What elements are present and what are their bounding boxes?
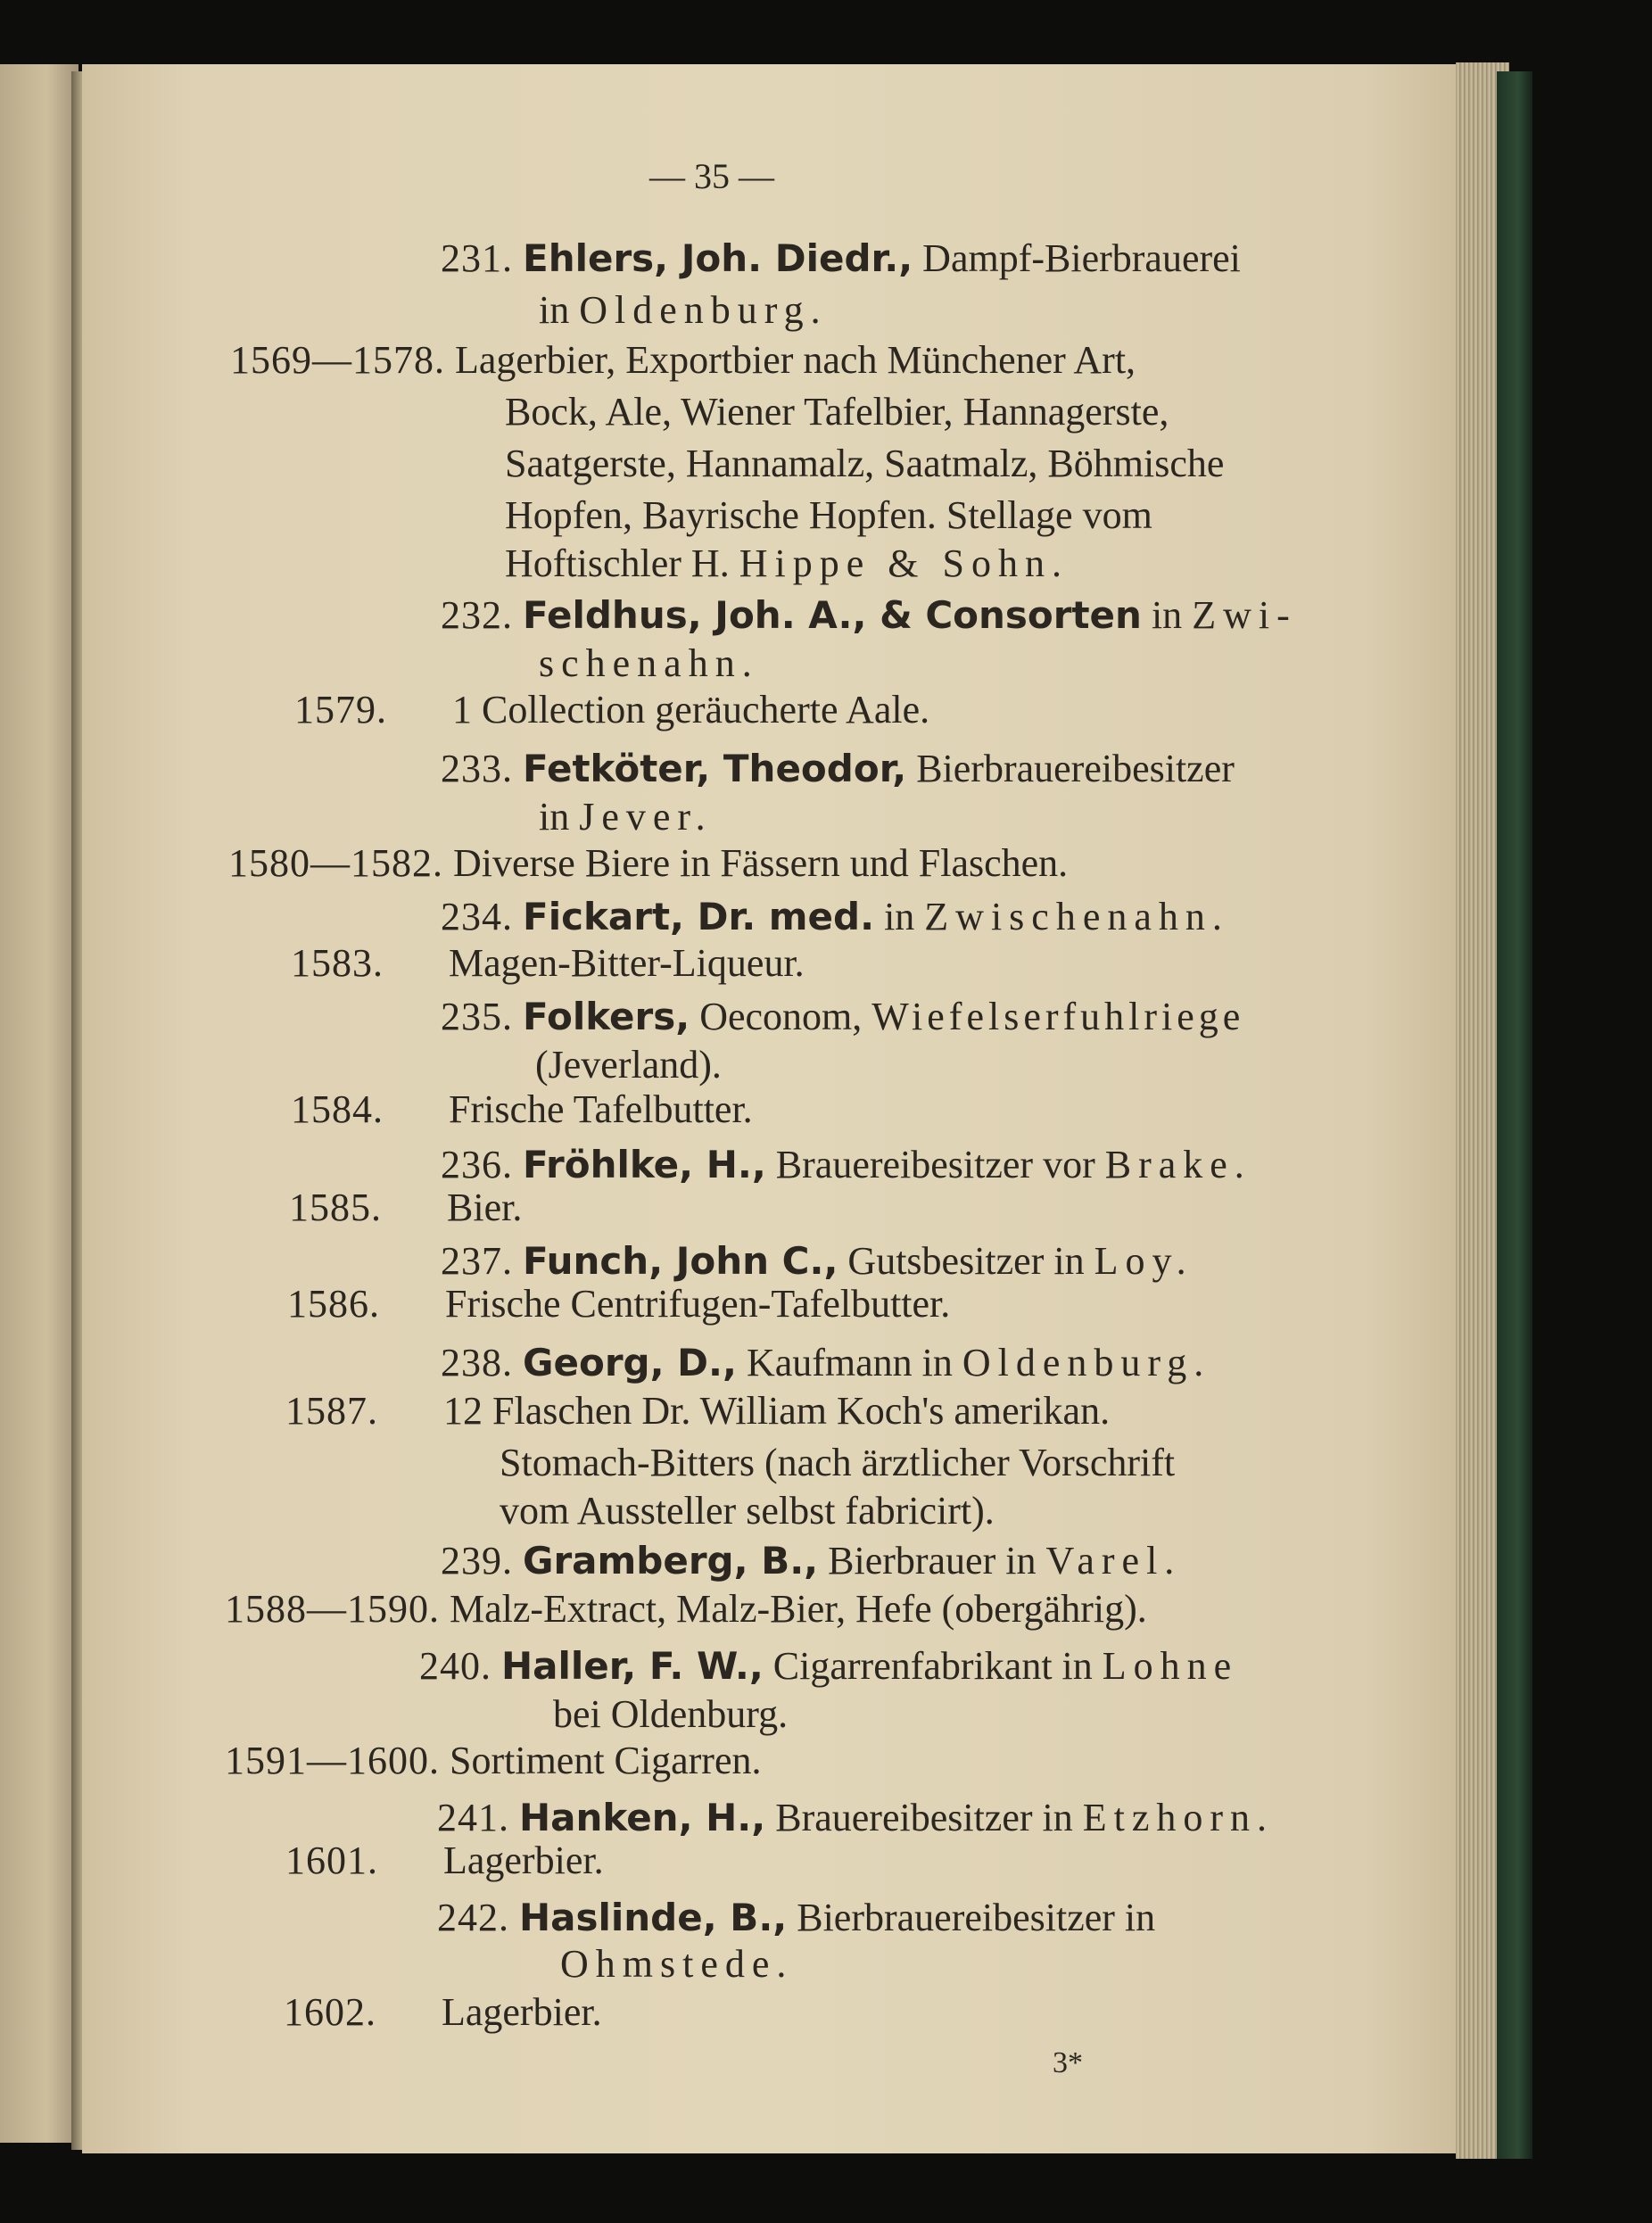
exhibitor-description: Dampf-Bierbrauerei [922,236,1241,280]
exhibitor-number: 236. [441,1143,513,1186]
exhibitor-description: Kaufmann in [746,1341,953,1384]
location-prefix: in [539,288,570,332]
firm-name: Hippe & Sohn. [739,541,1069,585]
item-text: Diverse Biere in Fässern und Flaschen. [453,841,1069,885]
item-1588-1590 [225,1587,1147,1631]
location-place: Oldenburg. [579,288,828,332]
item-1580-1582 [228,841,1069,885]
exhibitor-description: Bierbrauer in [828,1539,1037,1583]
item-text: Frische Tafelbutter. [449,1087,753,1131]
entry-235-line-2: (Jeverland). [535,1043,722,1087]
location-place: Etzhorn. [1082,1796,1275,1839]
exhibitor-number: 239. [441,1539,513,1583]
item-1585 [289,1188,522,1227]
item-number: 1583. [291,941,384,985]
exhibitor-number: 234. [441,895,513,938]
exhibitor-name: Ehlers, Joh. Diedr., [523,236,913,280]
item-text: Bier. [447,1186,523,1229]
exhibitor-name: Feldhus, Joh. A., & Consorten [523,593,1142,637]
exhibitor-number: 235. [441,995,513,1038]
item-continuation-line: Hopfen, Bayrische Hopfen. Stellage vom [505,493,1152,537]
location-place: Zwi- [1192,593,1297,637]
item-continuation-line: Stomach-Bitters (nach ärztlicher Vorschrift [500,1441,1176,1484]
exhibitor-name: Fröhlke, H., [523,1143,766,1186]
item-text: Hoftischler H. [505,541,730,585]
exhibitor-name: Fetköter, Theodor, [523,747,907,790]
exhibitor-name: Funch, John C., [523,1239,838,1283]
location-place: Zwischenahn. [924,895,1229,938]
page-number: — 35 — [649,156,774,196]
entry-232-line-1 [441,593,1297,637]
item-text: Frische Centrifugen-Tafelbutter. [445,1282,951,1326]
location-place: Wiefelserfuhlriege [871,995,1245,1038]
exhibitor-name: Georg, D., [523,1341,737,1384]
entry-237-line-1 [441,1239,1194,1283]
entry-240-line-1 [419,1644,1239,1688]
entry-239-line-1 [441,1541,1181,1581]
exhibitor-number: 237. [441,1239,513,1283]
exhibitor-name: Folkers, [523,995,690,1038]
item-text: Lagerbier. [443,1839,604,1882]
item-number: 1601. [285,1839,378,1882]
exhibitor-description: Brauereibesitzer in [775,1796,1073,1839]
location-place: Loy. [1094,1239,1194,1283]
item-text: Lagerbier. [442,1990,602,2034]
item-1601 [285,1841,604,1880]
location-prefix: in [539,795,570,839]
exhibitor-name: Hanken, H., [519,1796,766,1839]
exhibitor-name: Haslinde, B., [519,1896,788,1939]
item-1583 [291,941,805,985]
exhibitor-description: Bierbrauereibesitzer in [797,1896,1156,1939]
entry-240-line-2: bei Oldenburg. [553,1692,789,1736]
exhibitor-name: Fickart, Dr. med. [523,895,875,938]
exhibitor-number: 238. [441,1341,513,1384]
item-text: 12 Flaschen Dr. William Koch's amerikan. [443,1389,1111,1433]
location-prefix: in [884,895,915,938]
location-prefix: in [1151,593,1183,637]
exhibitor-number: 240. [419,1644,491,1688]
location-place: Jever. [579,795,713,839]
entry-242-line-2: Ohmstede. [560,1942,794,1986]
item-1569-1578 [230,338,1136,382]
location-place: Oldenburg. [962,1341,1211,1384]
entry-242-line-1 [437,1898,1155,1938]
item-number-range: 1591—1600. [225,1739,440,1782]
item-number: 1579. [294,688,387,731]
entry-231-line-2 [539,288,828,332]
exhibitor-description: Brauereibesitzer vor [775,1143,1095,1186]
item-1586 [287,1282,951,1326]
exhibitor-description: Gutsbesitzer in [847,1239,1085,1283]
location-place: Lohne [1102,1644,1239,1688]
printer-signature-mark: 3* [1053,2046,1083,2079]
item-number: 1585. [289,1186,382,1229]
item-1584 [291,1087,753,1131]
item-number-range: 1580—1582. [228,841,443,885]
exhibitor-description: Bierbrauereibesitzer [916,747,1235,790]
entry-234-line-1 [441,897,1229,937]
entry-236-line-1 [441,1145,1251,1185]
exhibitor-description: Cigarrenfabrikant in [772,1644,1093,1688]
exhibitor-name: Haller, F. W., [501,1644,764,1688]
entry-233-line-1 [441,749,1235,789]
item-continuation-line: Saatgerste, Hannamalz, Saatmalz, Böhmische [505,442,1225,485]
item-continuation-line: vom Aussteller selbst fabricirt). [500,1489,995,1533]
item-continuation-line [505,541,1069,585]
exhibitor-name: Gramberg, B., [523,1539,819,1583]
item-1591-1600 [225,1741,762,1781]
item-text: Magen-Bitter-Liqueur. [449,941,805,985]
exhibitor-number: 232. [441,593,513,637]
location-place: Brake. [1104,1143,1251,1186]
item-text: Sortiment Cigarren. [450,1739,762,1782]
item-number-range: 1569—1578. [230,338,445,382]
entry-235-line-1 [441,997,1244,1037]
item-number: 1587. [285,1389,378,1433]
exhibitor-description: Oeconom, [699,995,863,1038]
entry-238-line-1 [441,1343,1210,1383]
item-number: 1602. [284,1990,376,2034]
item-continuation-line: Bock, Ale, Wiener Tafelbier, Hannagerste, [505,390,1169,434]
entry-232-line-2: schenahn. [539,641,759,685]
item-text: Lagerbier, Exportbier nach Münchener Art, [455,338,1136,382]
entry-231-line-1 [441,236,1241,280]
exhibitor-number: 231. [441,236,513,280]
item-number: 1584. [291,1087,384,1131]
exhibitor-number: 233. [441,747,513,790]
item-text: 1 Collection geräucherte Aale. [452,688,930,731]
item-number: 1586. [287,1282,380,1326]
item-1587 [285,1389,1111,1433]
location-place: Varel. [1045,1539,1182,1583]
entry-241-line-1 [437,1798,1274,1838]
entry-233-line-2 [539,797,713,837]
item-1579 [294,690,929,730]
item-number-range: 1588—1590. [225,1587,440,1631]
exhibitor-number: 241. [437,1796,509,1839]
item-1602 [284,1990,602,2034]
item-text: Malz-Extract, Malz-Bier, Hefe (obergährig). [450,1587,1147,1631]
exhibitor-number: 242. [437,1896,509,1939]
